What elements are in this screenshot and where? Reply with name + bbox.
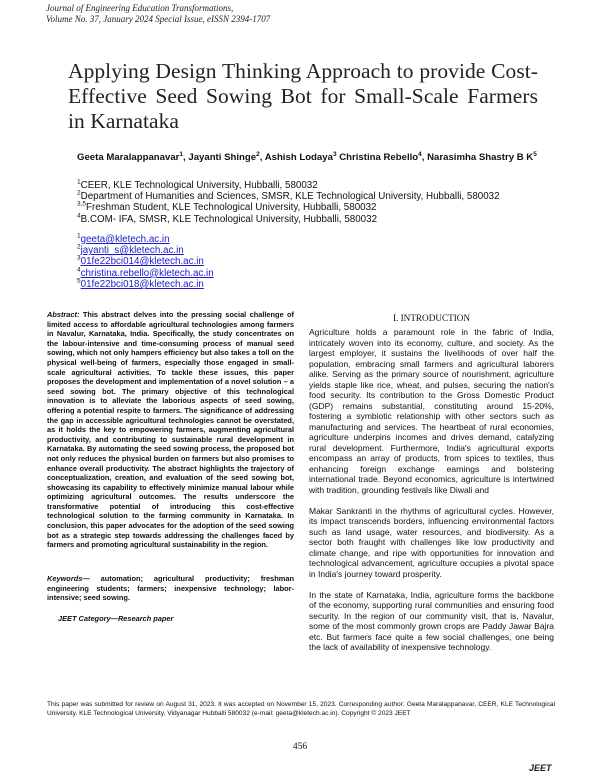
author: Ashish Lodaya$^3$ xyxy=(264,150,337,163)
email-link[interactable]: geeta@kletech.ac.in xyxy=(80,234,170,245)
footnote: This paper was submitted for review on August 31, 2023. It was accepted on November 15, 2023. Corresponding author: Geeta Maralappanavar, CEER, KLE Technological University. KLE Technological University, Vidyanagar Hubballi 580032 (e-mail: geeta@kletech.ac.in). Copyright © 2023 JEET xyxy=(47,701,555,717)
page-number: 456 xyxy=(292,742,308,752)
abstract-text: This abstract delves into the pressing social challenge of limited access to affordable agricultural technologies among farmers in Navalur, Karnataka, India. Specifically, the study concentrates on the labour-intensive and time-consuming process of manual seed sowing, which not only hampers efficiency but also takes a toll on the physical well-being of farmers, especially those engaged in small-scale agricultural activities. To tackle these issues, this paper proposes the development and implementation of a novel solution – a seed sowing bot. The primary objective of this technological innovation is to alleviate the laborious aspects of seed sowing, offering a potential respite to farmers. The significance of addressing the gap in accessible agricultural technologies cannot be overstated, as it holds the key to empowering farmers, augmenting agricultural productivity, and contributing to sustainable rural development in Karnataka. By automating the seed sowing process, the proposed bot not only reduces the physical burden on farmers but also promises to enhance overall productivity. The abstract highlights the trajectory of conceptualization, creation, and evaluation of the seed sowing bot, showcasing its capability to effectively minimize manual labour while optimizing agricultural outcomes. The results underscore the transformative potential of introducing this cost-effective technological solution to the farming community in Karnataka. In conclusion, this paper advocates for the adoption of the seed sowing bot as a strategic step towards addressing the challenges faced by farmers and promoting agricultural sustainability in the region. xyxy=(47,310,294,550)
jeet-logo: JEET xyxy=(529,763,552,773)
author: Jayanti Shinge$^2$, xyxy=(188,150,265,163)
paragraph: Makar Sankranti in the rhythms of agricultural cycles. However, its impact transcends borders, influencing environmental factors such as land usage, water resources, and biodiversity. As a sector both fraught with challenges like low productivity and climate change, and ripe with opportunities for innovation and technological advancement, agriculture occupies a pivotal space in India's journey toward prosperity. xyxy=(309,505,554,579)
author-list xyxy=(77,151,547,164)
email-item: $^3$01fe22bci014@kletech.ac.in xyxy=(77,255,204,268)
author: Christina Rebello$^4$, xyxy=(339,150,428,163)
journal-name: Journal of Engineering Education Transformations, xyxy=(46,3,234,13)
keywords-text: automation; agricultural productivity; freshman engineering students; farmers; inexpensive technology; labor-intensive; seed sowing. xyxy=(47,574,294,603)
paragraph: Agriculture holds a paramount role in the fabric of India, intricately woven into its economy, culture, and society. As the largest employer, it sustains the livelihoods of over half the population, embracing small farmers and agricultural laborers alike. Serving as the primary source of nourishment, agriculture yields staple like rice, wheat, and pulses, securing the nation's food security. Its contribution to the Gross Domestic Product (GDP) remains substantial, constituting around 15-20%, fostering a symbiotic relationship with other sectors such as manufacturing and services. The heartbeat of rural economies, agriculture underpins incomes and drives demand, catalyzing rural development. Furthermore, India's agricultural exports encompass an array of products, from spices to textiles, thus enhancing foreign exchange earnings and bolstering international trade. Beyond economics, agriculture is intertwined with tradition, grounding festivals like Diwali and xyxy=(309,327,554,495)
paper-title: Applying Design Thinking Approach to provide Cost-Effective Seed Sowing Bot for Small-Scale Farmers in Karnataka xyxy=(68,59,538,133)
email-link[interactable]: christina.rebello@kletech.ac.in xyxy=(80,267,214,279)
email-link[interactable]: 01fe22bci014@kletech.ac.in xyxy=(80,256,204,268)
affiliation: $^4$B.COM- IFA, SMSR, KLE Technological University, Hubballi, 580032 xyxy=(77,212,378,225)
email-link[interactable]: jayanti_s@kletech.ac.in xyxy=(80,245,184,257)
journal-header xyxy=(46,3,270,25)
email-item: $^4$christina.rebello@kletech.ac.in xyxy=(77,266,214,279)
affiliation: $^{3,5}$Freshman Student, KLE Technological University, Hubballi, 580032 xyxy=(77,201,377,214)
email-link[interactable]: 01fe22bci018@kletech.ac.in xyxy=(80,278,204,290)
keywords-label: Keywords— xyxy=(47,574,90,583)
author: Narasimha Shastry B $K^5$ xyxy=(427,150,537,163)
introduction-body xyxy=(309,327,554,663)
affiliation: $^2$Department of Humanities and Sciences, SMSR, KLE Technological University, Hubballi, 580032 xyxy=(77,189,500,203)
abstract xyxy=(47,310,294,550)
email-item: $^2$jayanti_s@kletech.ac.in xyxy=(77,243,184,257)
email-item: $^1$geeta@kletech.ac.in xyxy=(77,232,170,245)
email-item: $^5$01fe22bci018@kletech.ac.in xyxy=(77,277,204,290)
affiliation-list xyxy=(77,180,557,225)
keywords xyxy=(47,574,294,603)
introduction-heading: I. INTRODUCTION xyxy=(392,313,471,323)
abstract-label: Abstract: xyxy=(47,310,80,319)
journal-issue: Volume No. 37, January 2024 Special Issue, eISSN 2394-1707 xyxy=(46,14,271,24)
affiliation: $^1$CEER, KLE Technological University, Hubballi, 580032 xyxy=(77,178,318,191)
paragraph: In the state of Karnataka, India, agriculture forms the backbone of the economy, supporting rural communities and ensuring food security. In the region of our community visit, that is, Navalur, some of the most commonly grown crops are Paddy Jawar Bajra etc. But farmers face quite a few social challenges, one being the lack of availability of inexpensive technology. xyxy=(309,589,554,652)
email-list xyxy=(77,234,214,290)
jeet-category: JEET Category—Research paper xyxy=(58,614,174,623)
author: Geeta Maralappanavar$^1$, xyxy=(77,150,189,163)
